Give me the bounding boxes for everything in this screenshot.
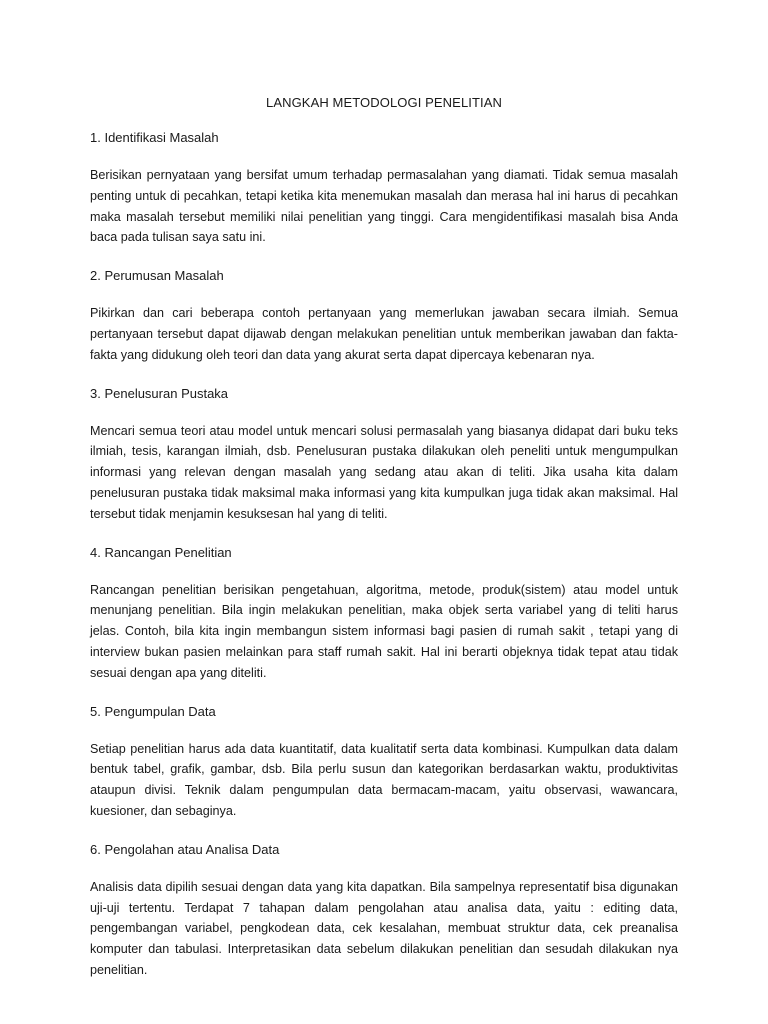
section-penelusuran-pustaka [90, 386, 678, 525]
section-heading: 1. Identifikasi Masalah [90, 130, 219, 145]
section-rancangan-penelitian [90, 545, 678, 684]
section-pengolahan-analisa-data [90, 842, 678, 981]
section-perumusan-masalah [90, 268, 678, 365]
section-paragraph: Analisis data dipilih sesuai dengan data yang kita dapatkan. Bila sampelnya representatif bisa digunakan uji-uji tertentu. Terdapat 7 tahapan dalam pengolahan atau analisa data, yaitu : editing data, pengembangan variabel, pengkodean data, cek kesalahan, membuat struktur data, cek preanalisa komputer dan tabulasi. Interpretasikan data sebelum dilakukan penelitian dan sesudah dilakukan nya penelitian. [90, 879, 678, 977]
section-heading: 6. Pengolahan atau Analisa Data [90, 841, 280, 857]
section-heading: 3. Penelusuran Pustaka [90, 385, 229, 401]
section-identifikasi-masalah [90, 130, 678, 248]
section-heading: 5. Pengumpulan Data [90, 703, 216, 719]
section-paragraph: Rancangan penelitian berisikan pengetahuan, algoritma, metode, produk(sistem) atau model untuk menunjang penelitian. Bila ingin melakukan penelitian, maka objek serta variabel yang di teliti harus jelas. Contoh, bila kita ingin membangun sistem informasi bagi pasien di rumah sakit , tetapi yang di interview bukan pasien melainkan para staff rumah sakit. Hal ini berarti objeknya tidak tepat atau tidak sesuai dengan apa yang diteliti. [90, 582, 678, 680]
section-paragraph: Pikirkan dan cari beberapa contoh pertanyaan yang memerlukan jawaban secara ilmiah. Semua pertanyaan tersebut dapat dijawab dengan melakukan penelitian untuk memberikan jawaban dan fakta-fakta yang didukung oleh teori dan data yang akurat serta dapat dipercaya kebenaran nya. [90, 306, 678, 362]
section-paragraph: Mencari semua teori atau model untuk mencari solusi permasalah yang biasanya didapat dari buku teks ilmiah, tesis, karangan ilmiah, dsb. Penelusuran pustaka dilakukan oleh peneliti untuk mengumpulkan informasi yang relevan dengan masalah yang sedang atau akan di teliti. Jika usaha kita dalam penelusuran pustaka tidak maksimal maka informasi yang kita kumpulkan juga tidak akan maksimal. Hal tersebut tidak menjamin kesuksesan hal yang di teliti. [90, 423, 678, 521]
document-title: LANGKAH METODOLOGI PENELITIAN [266, 95, 502, 110]
section-pengumpulan-data [90, 704, 678, 822]
section-heading: 4. Rancangan Penelitian [90, 544, 232, 560]
section-paragraph: Setiap penelitian harus ada data kuantitatif, data kualitatif serta data kombinasi. Kumpulkan data dalam bentuk tabel, grafik, gambar, dsb. Bila perlu susun dan kategorikan berdasarkan waktu, produktivitas ataupun divisi. Teknik dalam pengumpulan data bermacam-macam, yaitu observasi, wawancara, kuesioner, dan sebaginya. [90, 741, 678, 818]
section-paragraph: Berisikan pernyataan yang bersifat umum terhadap permasalahan yang diamati. Tidak semua masalah penting untuk di pecahkan, tetapi ketika kita menemukan masalah dan merasa hal ini harus di pecahkan maka masalah tersebut memiliki nilai penelitian yang tinggi. Cara mengidentifikasi masalah bisa Anda baca pada tulisan saya satu ini. [90, 168, 678, 245]
section-heading: 2. Perumusan Masalah [90, 268, 224, 284]
